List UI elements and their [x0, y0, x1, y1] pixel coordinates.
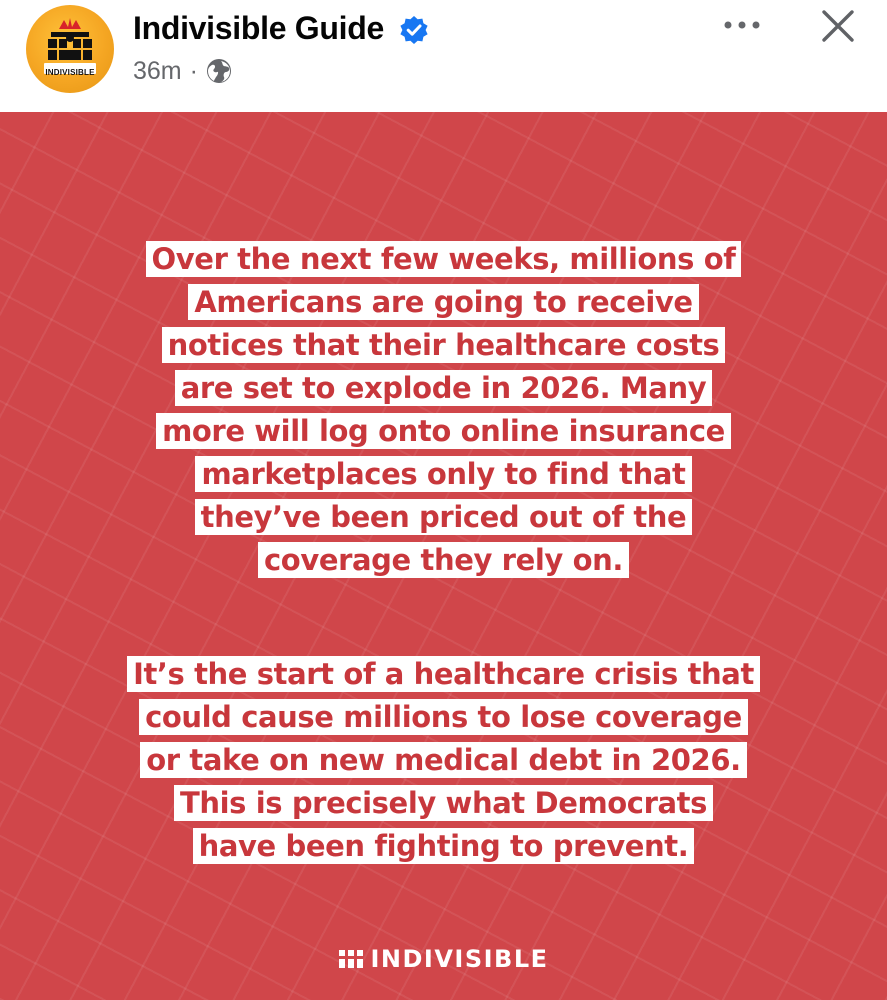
paragraph-line	[0, 539, 887, 582]
paragraph-line	[0, 782, 887, 825]
paragraph-2	[0, 653, 887, 868]
paragraph-line	[0, 496, 887, 539]
highlighted-text: could cause millions to lose coverage	[139, 699, 748, 735]
avatar[interactable]	[26, 5, 114, 93]
more-options-icon[interactable]	[722, 17, 762, 33]
highlighted-text: marketplaces only to find that	[195, 456, 691, 492]
brand-footer	[0, 945, 887, 973]
highlighted-text: or take on new medical debt in 2026.	[140, 742, 746, 778]
paragraph-line	[0, 367, 887, 410]
paragraph-line	[0, 410, 887, 453]
globe-icon[interactable]	[206, 58, 232, 84]
paragraph-line	[0, 696, 887, 739]
paragraph-line	[0, 653, 887, 696]
paragraph-line	[0, 324, 887, 367]
highlighted-text: It’s the start of a healthcare crisis that	[127, 656, 760, 692]
paragraph-1	[0, 238, 887, 582]
post-meta	[133, 55, 232, 87]
paragraph-line	[0, 453, 887, 496]
post-header	[0, 0, 887, 112]
verified-badge-icon	[399, 15, 429, 45]
post-time[interactable]: 36m	[133, 56, 182, 85]
paragraph-line	[0, 281, 887, 324]
highlighted-text: Over the next few weeks, millions of	[146, 241, 742, 277]
highlighted-text: they’ve been priced out of the	[195, 499, 693, 535]
paragraph-line	[0, 739, 887, 782]
highlighted-text: coverage they rely on.	[258, 542, 629, 578]
highlighted-text: notices that their healthcare costs	[162, 327, 726, 363]
indivisible-logo-icon	[26, 5, 114, 93]
post-image[interactable]	[0, 112, 887, 1000]
brand-name: INDIVISIBLE	[370, 945, 549, 973]
highlighted-text: more will log onto online insurance	[156, 413, 731, 449]
indivisible-mark-icon	[338, 949, 364, 969]
highlighted-text: Americans are going to receive	[188, 284, 698, 320]
paragraph-line	[0, 825, 887, 868]
close-icon[interactable]	[821, 9, 855, 43]
page-name[interactable]: Indivisible Guide	[133, 10, 384, 46]
meta-separator: ·	[189, 56, 198, 85]
highlighted-text: This is precisely what Democrats	[174, 785, 713, 821]
highlighted-text: have been fighting to prevent.	[193, 828, 695, 864]
paragraph-line	[0, 238, 887, 281]
highlighted-text: are set to explode in 2026. Many	[175, 370, 713, 406]
avatar-label: INDIVISIBLE	[45, 68, 95, 77]
